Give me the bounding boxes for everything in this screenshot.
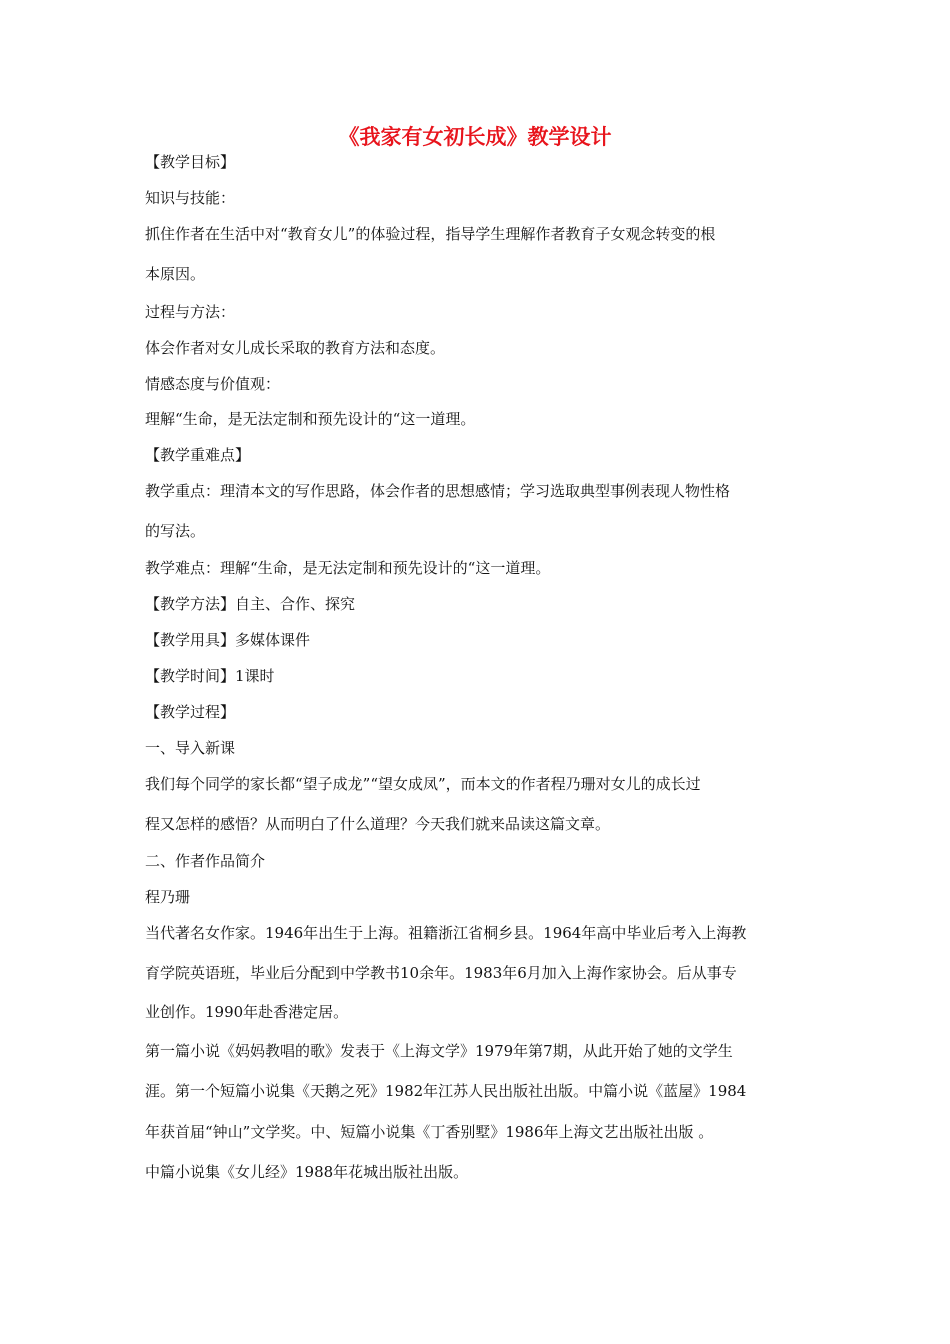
section-heading-key-points: 【教学重难点】: [145, 446, 251, 464]
section-heading-time: 【教学时间】1课时: [145, 667, 275, 685]
paragraph-line: 我们每个同学的家长都“望子成龙”“望女成凤”，而本文的作者程乃珊对女儿的成长过: [145, 775, 701, 793]
paragraph-line: 中篇小说集《女儿经》1988年花城出版社出版。: [145, 1163, 469, 1181]
author-name: 程乃珊: [145, 888, 191, 906]
paragraph-line: 涯。第一个短篇小说集《天鹅之死》1982年江苏人民出版社出版。中篇小说《蓝屋》1984: [145, 1082, 747, 1100]
section-heading-goals: 【教学目标】: [145, 153, 236, 171]
subheading-knowledge: 知识与技能：: [145, 189, 236, 207]
paragraph-line: 业创作。1990年赴香港定居。: [145, 1003, 349, 1021]
paragraph-line: 的写法。: [145, 522, 206, 540]
paragraph-line: 教学重点：理清本文的写作思路，体会作者的思想感情；学习选取典型事例表现人物性格: [145, 482, 731, 500]
paragraph-line: 年获首届“钟山”文学奖。中、短篇小说集《丁香别墅》1986年上海文艺出版社出版 。: [145, 1123, 714, 1141]
paragraph-line: 第一篇小说《妈妈教唱的歌》发表于《上海文学》1979年第7期，从此开始了她的文学生: [145, 1042, 733, 1060]
subheading-process: 过程与方法：: [145, 303, 236, 321]
paragraph-line: 本原因。: [145, 265, 206, 283]
subheading-intro: 一、导入新课: [145, 739, 236, 757]
paragraph-line: 抓住作者在生活中对“教育女儿”的体验过程，指导学生理解作者教育子女观念转变的根: [145, 225, 716, 243]
section-heading-process: 【教学过程】: [145, 703, 236, 721]
paragraph-line: 教学难点：理解“生命，是无法定制和预先设计的“这一道理。: [145, 559, 551, 577]
paragraph-line: 程又怎样的感悟？从而明白了什么道理？今天我们就来品读这篇文章。: [145, 815, 611, 833]
section-heading-tools: 【教学用具】多媒体课件: [145, 631, 311, 649]
document-title: 《我家有女初长成》教学设计: [338, 125, 612, 149]
subheading-values: 情感态度与价值观：: [145, 375, 281, 393]
paragraph-line: 育学院英语班，毕业后分配到中学教书10余年。1983年6月加入上海作家协会。后从事专: [145, 964, 737, 982]
section-heading-method: 【教学方法】自主、合作、探究: [145, 595, 356, 613]
subheading-author: 二、作者作品简介: [145, 852, 266, 870]
paragraph-line: 体会作者对女儿成长采取的教育方法和态度。: [145, 339, 446, 357]
paragraph-line: 理解“生命，是无法定制和预先设计的“这一道理。: [145, 410, 476, 428]
paragraph-line: 当代著名女作家。1946年出生于上海。祖籍浙江省桐乡县。1964年高中毕业后考入上海教: [145, 924, 747, 942]
